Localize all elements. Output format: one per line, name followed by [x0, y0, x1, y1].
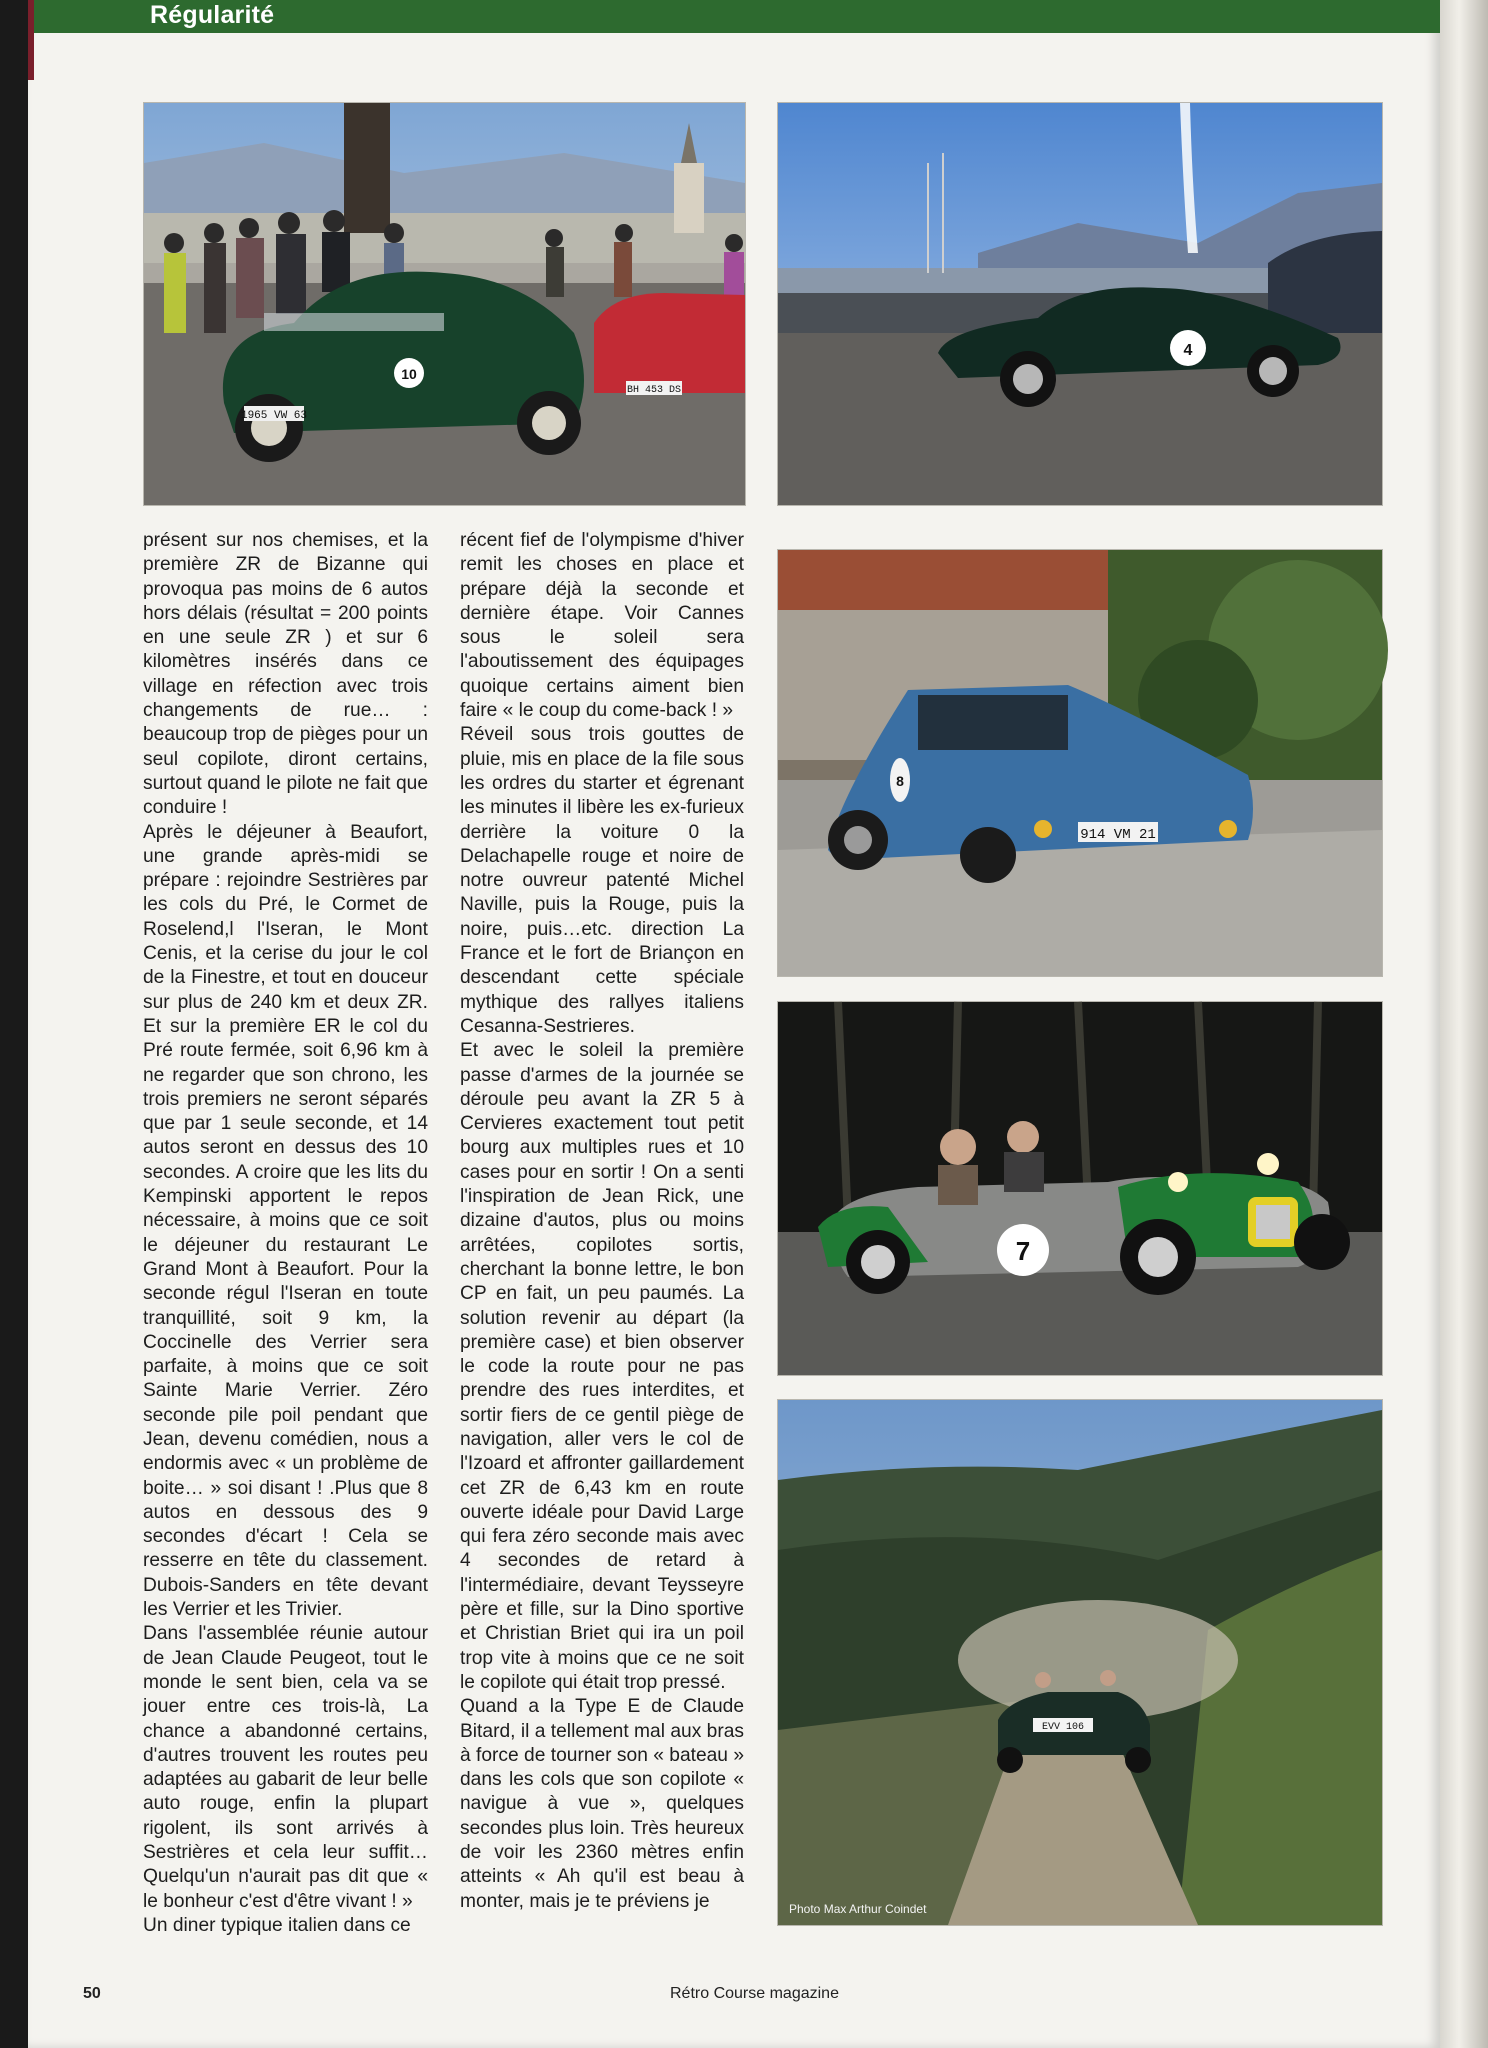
section-header-tab — [28, 0, 34, 80]
paragraph: Et avec le soleil la première passe d'armes de la journée se déroule peu avant la ZR 5 à Cervieres exactement tout petit bourg aux multiples rues et 10 cases pour en sortir ! On a senti l'inspiration de Jean Rick, une dizaine d'autos, plus ou moins arrêtées, copilotes sortis, cherchant la bonne lettre, le bon CP en fait, un peu paumés. La solution revenir au départ (la première case) et bien observer le code la route pour ne pas prendre des rues interdites, et sortir fiers de ce gentil piège de navigation, aller vers le col de l'Izoard et affronter gaillardement cet ZR de 6,43 km en route ouverte idéale pour David Large qui fera zéro seconde mais avec 4 secondes de retard à l'intermédiaire, devant Teysseyre père et fille, sur la Dino sportive et Christian Briet qui ira un poil trop vite à moins que ce ne soit le copilote qui était trop pressé. — [460, 1040, 744, 1693]
lotus-race-number: 7 — [1015, 1236, 1031, 1266]
next-page-edge — [1440, 0, 1488, 2048]
beetle-plate: 1965 VW 63 — [240, 410, 308, 422]
photo-credit: Photo Max Arthur Coindet — [789, 1902, 927, 1916]
beetle-race-number: 10 — [401, 366, 417, 382]
section-title: Régularité — [150, 1, 275, 29]
paragraph: Un diner typique italien dans ce — [143, 1914, 411, 1936]
photo-etype-lake — [777, 102, 1383, 506]
photo-vw-beetle-geneva — [143, 102, 746, 506]
article-column-2 — [460, 529, 744, 1919]
paragraph: présent sur nos chemises, et la première ZR de Bizanne qui provoqua pas moins de 6 autos hors délais (résultat = 200 points en une seule ZR ) et sur 6 kilomètres insérés dans ce village en réfection avec trois changements de rue… : beaucoup trop de pièges pour un seul copilote, diront certains, surtout quand le pilote ne fait que conduire ! — [143, 530, 428, 819]
paragraph: Dans l'assemblée réunie autour de Jean Claude Peugeot, tout le monde le sent bien, cela va se jouer entre ces trois-là, La chance a abandonné certains, d'autres trouvent les routes peu adaptées au gabarit de leur belle auto rouge, enfin la plupart rigolent, ils sont arrivés à Sestrières et cela leur suffit…Quelqu'un n'aurait pas dit que « le bonheur c'est d'être vivant ! » — [143, 1623, 428, 1912]
page-number: 50 — [83, 1985, 101, 2002]
etype-race-number: 4 — [1183, 342, 1193, 359]
photo-ac-dusty-road — [777, 1399, 1383, 1926]
paragraph: récent fief de l'olympisme d'hiver remit les choses en place et prépare déjà la seconde et dernière étape. Voir Cannes sous le soleil sera l'aboutissement des équipages quoique certains aiment bien faire « le coup du come-back ! » — [460, 530, 744, 722]
paragraph: Réveil sous trois gouttes de pluie, mis en place de la file sous les ordres du starter et égrenant les minutes il libère les ex-furieux derrière la voiture 0 la Delachapelle rouge et noire de notre ouvreur patenté Michel Naville, puis la Rouge, puis la noire, puis…etc. direction La France et le fort de Briançon en descendant cette spéciale mythique des rallyes italiens Cesanna-Sestrieres. — [460, 724, 744, 1037]
cobra-plate: EVV 106 — [1041, 1722, 1085, 1733]
photo-lotus-seven-night — [777, 1001, 1383, 1376]
porsche-plate: 914 VM 21 — [1080, 827, 1156, 843]
red-car-plate: BH 453 DS — [626, 385, 682, 396]
paragraph: Après le déjeuner à Beaufort, une grande après-midi se prépare : rejoindre Sestrières par les cols du Pré, le Cormet de Roselend,l l'Iseran, le Mont Cenis, et la cerise du jour le col de la Finestre, et tout en douceur sur plus de 240 km et deux ZR. Et sur la première ER le col du Pré route fermée, soit 6,96 km à ne regarder que son chrono, les trois premiers ne seront séparés que par 1 seule seconde, et 14 autos seront en dessus des 10 secondes. A croire que les lits du Kempinski apportent le repos nécessaire, à moins que ce soit le déjeuner du restaurant Le Grand Mont à Beaufort. Pour la seconde régul l'Iseran en toute tranquillité, soit 9 km, la Coccinelle des Verrier sera parfaite, à moins que ce soit Sainte Marie Verrier. Zéro seconde pile poil pendant que Jean, devenu comédien, nous a endormis avec « un problème de boite… » soi disant ! .Plus que 8 autos en dessous des 9 secondes d'écart ! Cela se resserre en tête du classement. Dubois-Sanders en tête devant les Verrier et les Trivier. — [143, 821, 428, 1621]
paragraph: Quand a la Type E de Claude Bitard, il a tellement mal aux bras à force de tourner son « bateau » dans les cols que son copilote « navigue à vue », quelques secondes plus loin. Très heureux de voir les 2360 mètres enfin atteints « Ah qu'il est beau à monter, mais je te préviens je — [460, 1696, 744, 1912]
article-column-1 — [143, 529, 428, 1936]
magazine-name: Rétro Course magazine — [670, 1985, 839, 2002]
photo-porsche-914 — [777, 549, 1383, 977]
porsche-race-number: 8 — [896, 773, 904, 789]
